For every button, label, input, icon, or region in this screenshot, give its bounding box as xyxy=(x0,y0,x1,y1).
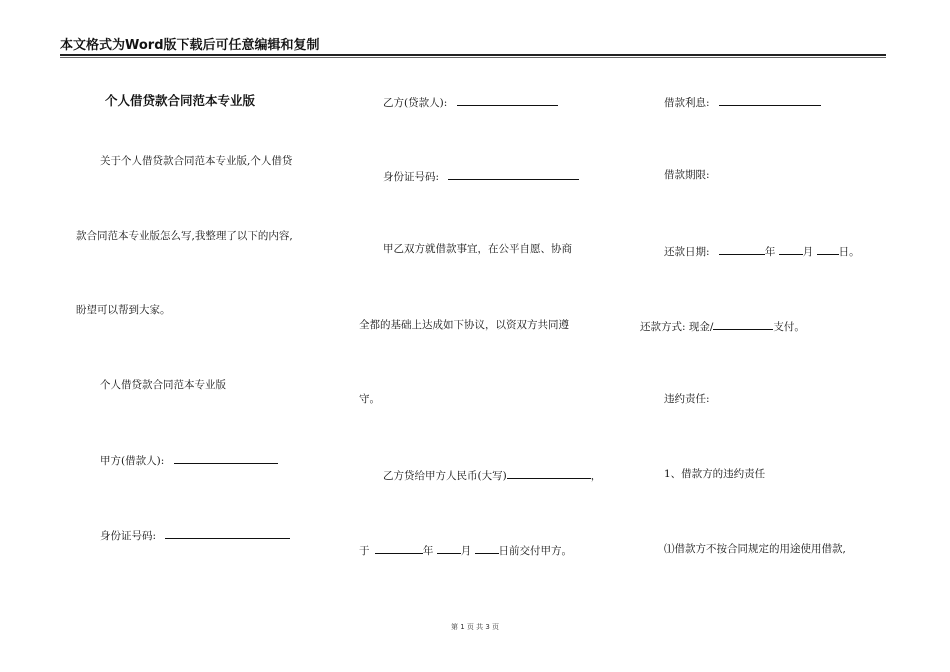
delivery-end: 日前交付甲方。 xyxy=(498,545,573,557)
party-a-id-label: 身份证号码: xyxy=(100,530,157,542)
delivery-year-blank xyxy=(375,542,423,554)
repay-month-label: 月 xyxy=(802,246,814,258)
breach-item-1: 1、借款方的违约责任 xyxy=(664,468,766,480)
repay-method-row xyxy=(640,318,805,334)
interest-row xyxy=(664,94,821,110)
interest-blank xyxy=(719,94,821,106)
loan-amount-row xyxy=(383,467,601,483)
loan-amount-end: ， xyxy=(590,470,602,482)
intro-line-3: 盼望可以帮到大家。 xyxy=(76,304,171,316)
repay-day-blank xyxy=(817,243,839,255)
repay-month-blank xyxy=(779,243,803,255)
party-a-label: 甲方(借款人): xyxy=(100,455,165,467)
party-b-id-row xyxy=(383,168,579,184)
party-a-id-blank xyxy=(165,527,290,539)
delivery-prefix: 于 xyxy=(359,545,370,557)
repay-date-label: 还款日期: xyxy=(664,246,710,258)
party-b-label: 乙方(贷款人): xyxy=(383,97,448,109)
header-text: 本文格式为Word版下载后可任意编辑和复制 xyxy=(60,38,320,53)
loan-amount-blank xyxy=(507,467,591,479)
page-number: 第 1 页 共 3 页 xyxy=(450,623,500,631)
delivery-date-row xyxy=(359,542,572,558)
repay-method-blank xyxy=(713,318,773,330)
repay-method-label: 还款方式: 现金/ xyxy=(640,321,714,333)
agreement-line-2: 全都的基础上达成如下协议，以资双方共同遵 xyxy=(359,319,569,331)
section-title: 个人借贷款合同范本专业版 xyxy=(100,379,226,391)
delivery-year-label: 年 xyxy=(422,545,434,557)
repay-date-row xyxy=(664,243,860,259)
party-b-row xyxy=(383,94,558,110)
party-a-id-row xyxy=(100,527,290,543)
agreement-line-1: 甲乙双方就借款事宜，在公平自愿、协商 xyxy=(383,243,572,255)
party-b-id-label: 身份证号码: xyxy=(383,171,440,183)
interest-label: 借款利息: xyxy=(664,97,710,109)
delivery-month-label: 月 xyxy=(460,545,472,557)
repay-year-label: 年 xyxy=(764,246,776,258)
loan-amount-label: 乙方贷给甲方人民币(大写) xyxy=(383,470,507,482)
breach-label: 违约责任: xyxy=(664,393,710,405)
agreement-line-3: 守。 xyxy=(359,393,380,405)
party-a-row xyxy=(100,452,278,468)
party-a-blank xyxy=(174,452,278,464)
party-b-id-blank xyxy=(448,168,579,180)
document-header xyxy=(60,34,886,56)
delivery-month-blank xyxy=(437,542,461,554)
document-title: 个人借贷款合同范本专业版 xyxy=(105,93,256,108)
term-label: 借款期限: xyxy=(664,169,710,181)
repay-day-label: 日。 xyxy=(838,246,860,258)
party-b-blank xyxy=(457,94,558,106)
repay-method-end: 支付。 xyxy=(773,321,805,333)
repay-year-blank xyxy=(719,243,765,255)
breach-item-1-1: ⑴借款方不按合同规定的用途使用借款, xyxy=(664,543,846,555)
intro-line-2: 款合同范本专业版怎么写,我整理了以下的内容, xyxy=(76,230,293,242)
intro-line-1: 关于个人借贷款合同范本专业版,个人借贷 xyxy=(100,155,293,167)
delivery-day-blank xyxy=(475,542,499,554)
